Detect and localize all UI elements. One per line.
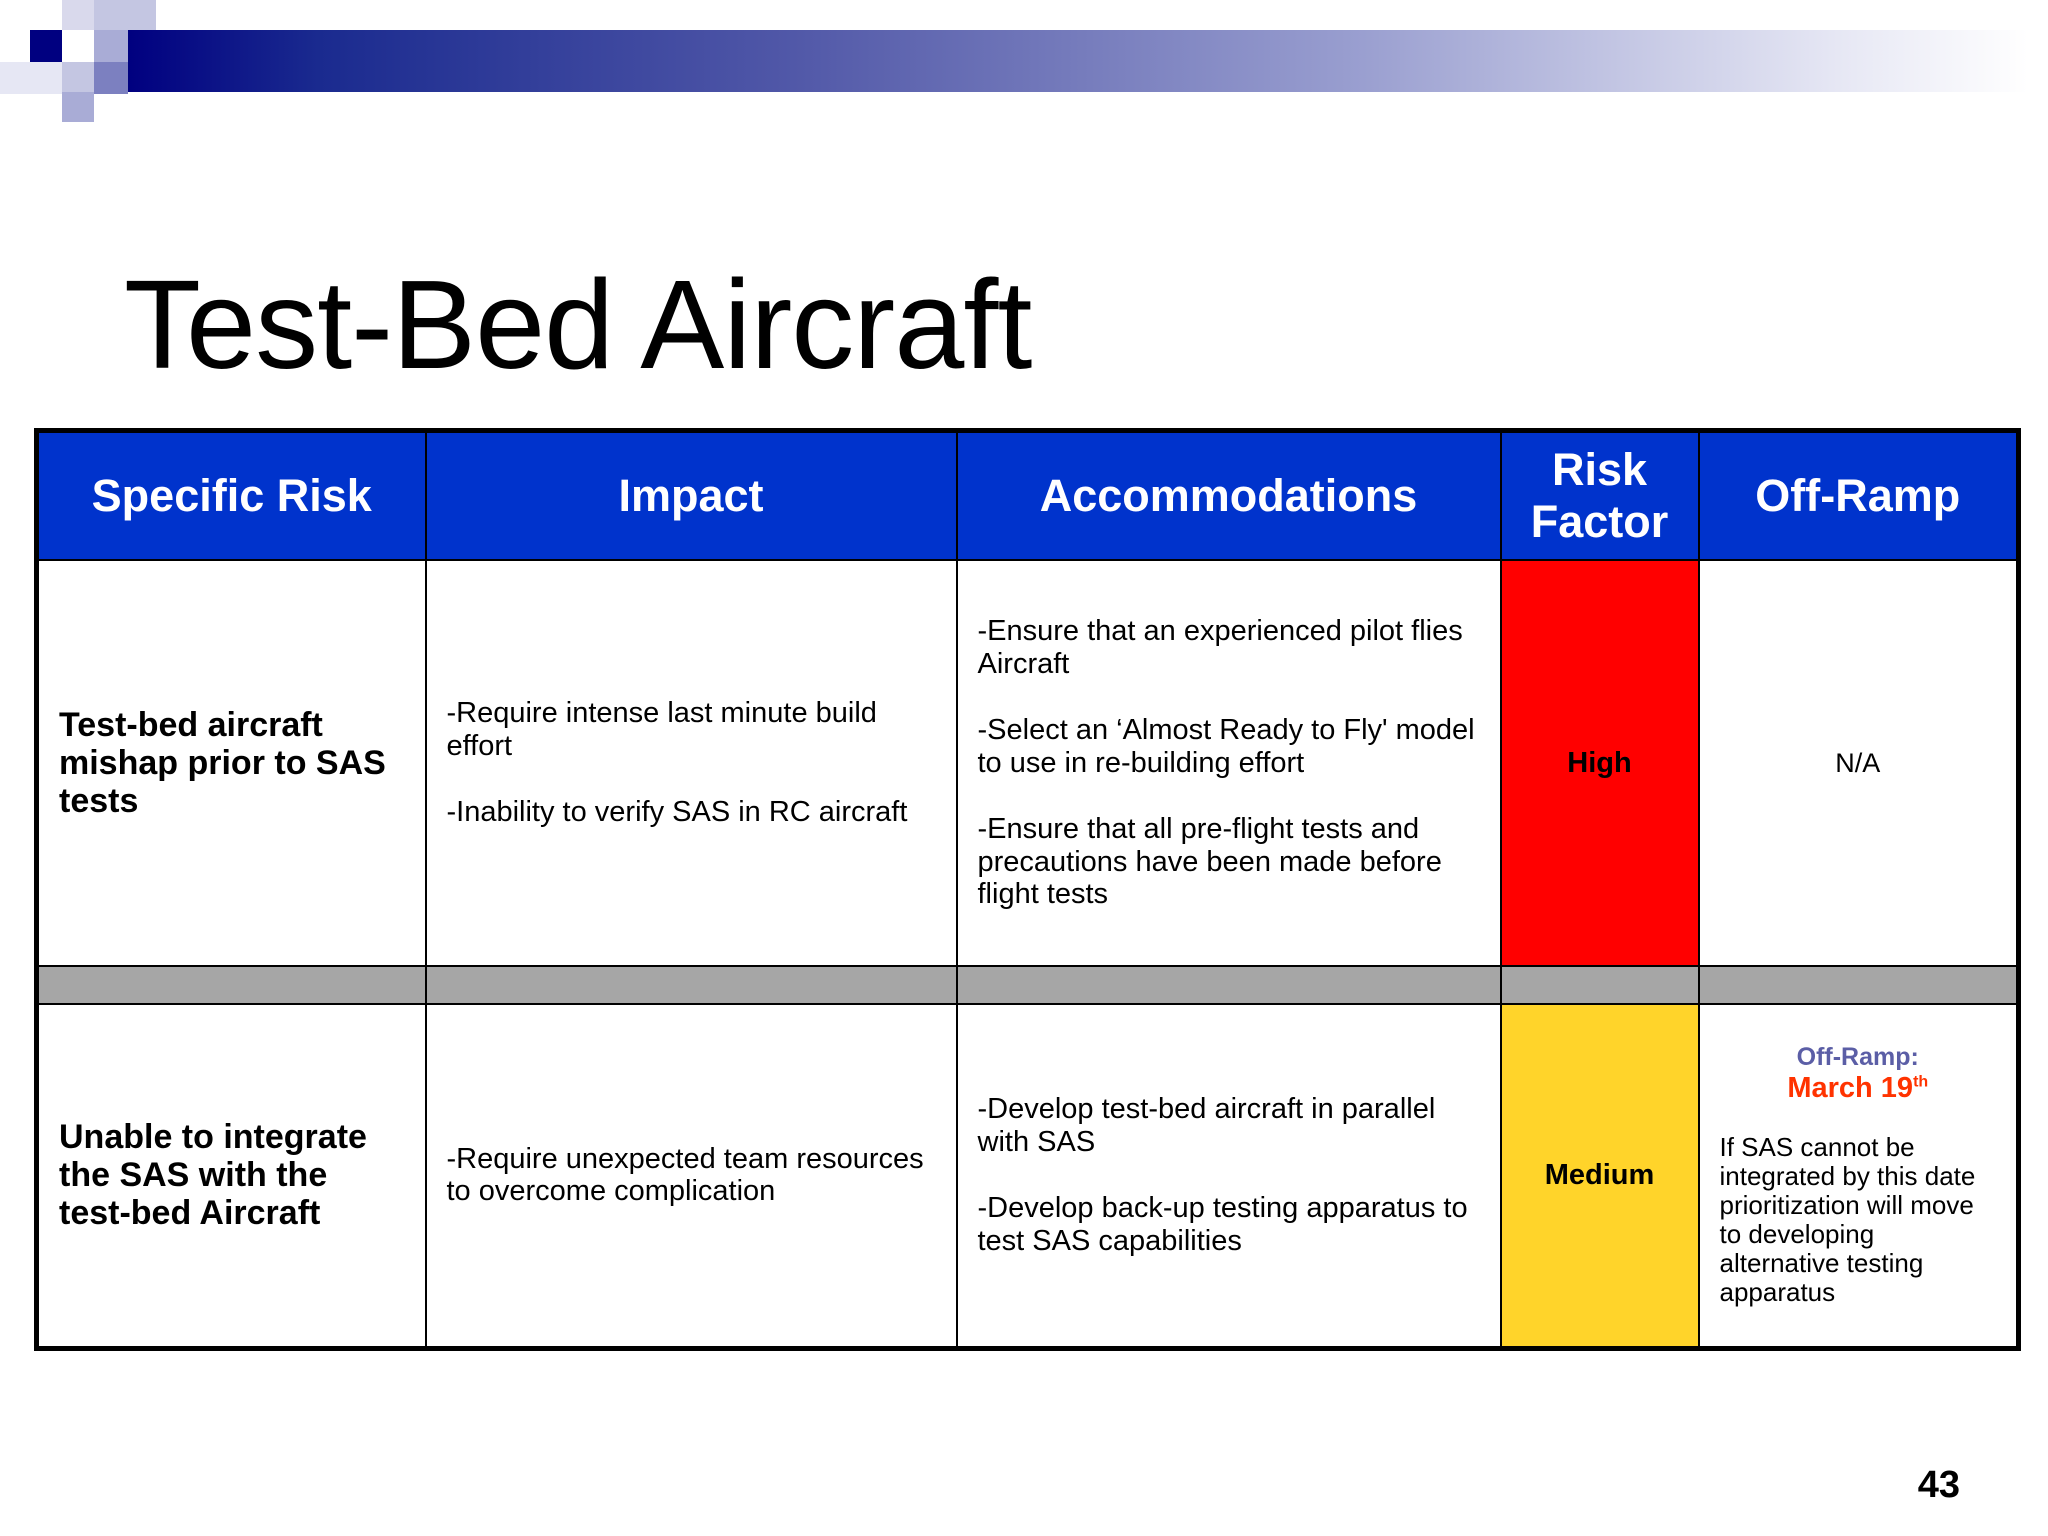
decor-square bbox=[62, 92, 94, 122]
risk-factor-medium: Medium bbox=[1501, 1004, 1699, 1348]
table-row bbox=[37, 1004, 2019, 1348]
accommodation-item: -Select an ‘Almost Ready to Fly' model to use in re-building effort bbox=[977, 714, 1475, 779]
accommodation-item: -Ensure that all pre-flight tests and precautions have been made before flight tests bbox=[977, 813, 1442, 911]
impact-item: -Require intense last minute build effort bbox=[446, 697, 877, 762]
off-ramp-cell: N/A bbox=[1699, 560, 2019, 966]
table-header-row bbox=[37, 431, 2019, 561]
risk-name: Test-bed aircraft mishap prior to SAS tests bbox=[37, 560, 426, 966]
accommodation-item: -Develop back-up testing apparatus to test SAS capabilities bbox=[977, 1192, 1468, 1257]
off-ramp-cell bbox=[1699, 1004, 2019, 1348]
decor-square bbox=[62, 0, 94, 30]
off-ramp-heading: Off-Ramp: bbox=[1796, 1042, 1919, 1071]
header-specific-risk: Specific Risk bbox=[37, 431, 426, 561]
risk-name: Unable to integrate the SAS with the test-bed Aircraft bbox=[37, 1004, 426, 1348]
impact-item: -Inability to verify SAS in RC aircraft bbox=[446, 796, 908, 829]
decor-square bbox=[94, 0, 156, 30]
risk-factor-high: High bbox=[1501, 560, 1699, 966]
table-row bbox=[37, 560, 2019, 966]
accommodation-item: -Develop test-bed aircraft in parallel with SAS bbox=[977, 1093, 1436, 1158]
accommodations-cell bbox=[957, 560, 1501, 966]
impact-cell bbox=[426, 560, 957, 966]
impact-item: -Require unexpected team resources to overcome complication bbox=[446, 1142, 924, 1208]
slide-title: Test-Bed Aircraft bbox=[124, 254, 1032, 395]
decor-square bbox=[0, 62, 62, 94]
off-ramp-date: March 19th bbox=[1787, 1071, 1929, 1104]
page-number: 43 bbox=[1917, 1464, 1960, 1506]
decor-square bbox=[62, 62, 94, 94]
header-off-ramp: Off-Ramp bbox=[1699, 431, 2019, 561]
accommodations-cell bbox=[957, 1004, 1501, 1348]
header-impact: Impact bbox=[426, 431, 957, 561]
decor-square bbox=[30, 30, 62, 62]
off-ramp-text: If SAS cannot be integrated by this date prioritization will move to developing alternative testing apparatus bbox=[1719, 1131, 1976, 1308]
risk-table bbox=[34, 428, 2021, 1351]
header-gradient-band bbox=[128, 30, 2028, 92]
header-risk-factor: Risk Factor bbox=[1501, 431, 1699, 561]
decor-square bbox=[94, 30, 128, 62]
row-separator bbox=[37, 966, 2019, 1004]
impact-cell bbox=[426, 1004, 957, 1348]
accommodation-item: -Ensure that an experienced pilot flies Aircraft bbox=[977, 615, 1463, 680]
header-accommodations: Accommodations bbox=[957, 431, 1501, 561]
decor-square bbox=[94, 62, 128, 94]
